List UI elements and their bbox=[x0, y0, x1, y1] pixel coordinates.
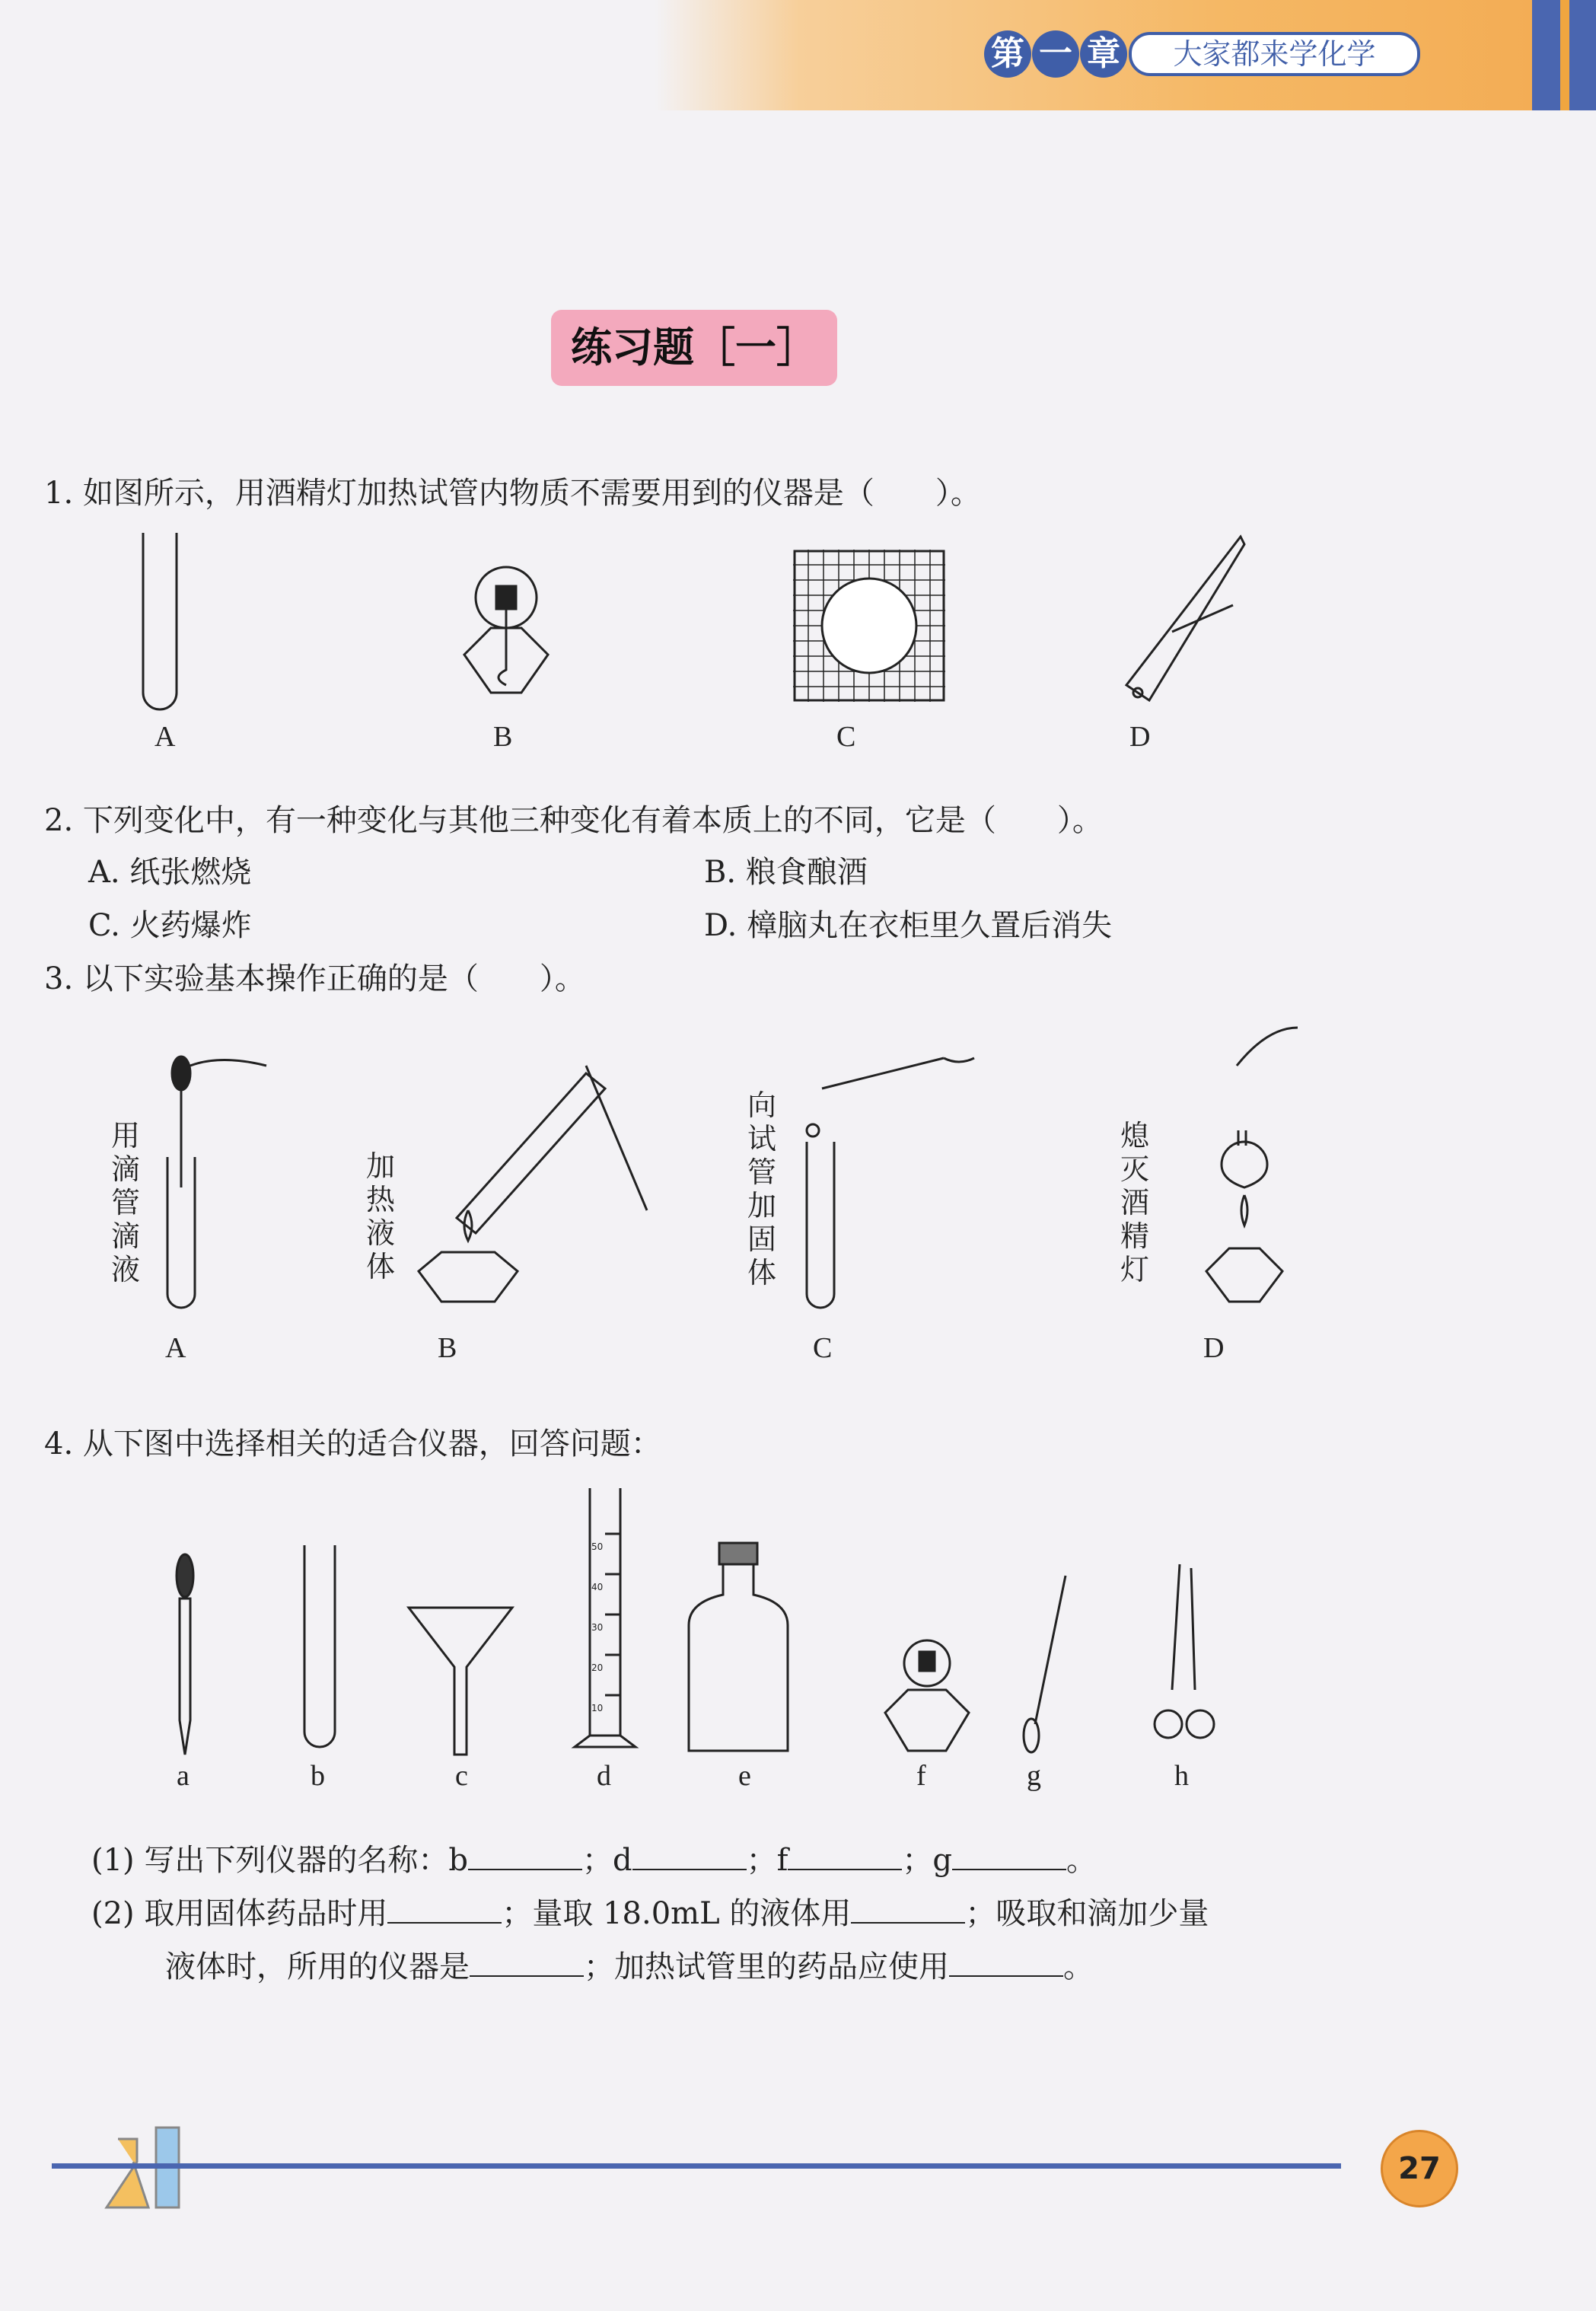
answer-blank[interactable] bbox=[788, 1841, 902, 1870]
caption-b: 加热液体 bbox=[365, 1149, 395, 1283]
option-b: B. 粮食酿酒 bbox=[704, 855, 868, 890]
extinguish-lamp-icon bbox=[1176, 1020, 1305, 1317]
funnel-icon bbox=[407, 1606, 514, 1758]
option-label: C bbox=[813, 1332, 833, 1364]
option-d: D. 樟脑丸在衣柜里久置后消失 bbox=[704, 908, 1113, 943]
chapter-title: 大家都来学化学 bbox=[1129, 32, 1420, 76]
option-label: D bbox=[1203, 1332, 1225, 1364]
answer-blank[interactable] bbox=[470, 1948, 584, 1977]
option-c: C. 火药爆炸 bbox=[88, 908, 252, 943]
adding-solid-icon bbox=[792, 1043, 974, 1317]
test-tube-icon bbox=[301, 1541, 339, 1755]
alcohol-lamp-icon bbox=[449, 556, 563, 708]
item-label: f bbox=[916, 1760, 926, 1792]
heating-liquid-icon bbox=[403, 1058, 655, 1317]
answer-blank[interactable] bbox=[468, 1841, 582, 1870]
item-label: d bbox=[597, 1760, 611, 1792]
question-4: 4. 从下图中选择相关的适合仪器，回答问题： bbox=[44, 1426, 661, 1462]
option-label: B bbox=[438, 1332, 457, 1364]
chapter-badge-char: 第 bbox=[984, 30, 1031, 78]
option-label: A bbox=[155, 721, 176, 753]
option-label: C bbox=[836, 721, 856, 753]
answer-blank[interactable] bbox=[851, 1895, 965, 1924]
cylinder-scale: 50 40 30 20 10 bbox=[591, 1541, 604, 1713]
option-label: A bbox=[165, 1332, 186, 1364]
option-label: D bbox=[1129, 721, 1151, 753]
medicine-spoon-icon bbox=[1012, 1572, 1073, 1755]
sub-question-1: (1) 写出下列仪器的名称：b ；d ；f ；g 。 bbox=[91, 1843, 1097, 1878]
item-label: g bbox=[1027, 1760, 1041, 1792]
flask-decoration-icon bbox=[103, 2124, 194, 2215]
question-2: 2. 下列变化中，有一种变化与其他三种变化有着本质上的不同，它是（ ）。 bbox=[44, 803, 1103, 838]
dropper-into-tube-icon bbox=[152, 1050, 274, 1317]
item-label: c bbox=[455, 1760, 468, 1792]
sub-question-2-line-1: (2) 取用固体药品时用 ；量取 18.0mL 的液体用 ；吸取和滴加少量 bbox=[91, 1896, 1209, 1931]
sub-question-2-line-2: 液体时，所用的仪器是 ；加热试管里的药品应使用 。 bbox=[165, 1949, 1094, 1984]
chapter-badge-char: 一 bbox=[1032, 30, 1079, 78]
answer-blank[interactable] bbox=[632, 1841, 747, 1870]
dropper-icon bbox=[174, 1553, 196, 1758]
option-a: A. 纸张燃烧 bbox=[88, 855, 252, 890]
caption-d: 熄灭酒精灯 bbox=[1120, 1119, 1149, 1286]
item-label: a bbox=[177, 1760, 190, 1792]
option-label: B bbox=[493, 721, 513, 753]
footer-line bbox=[52, 2163, 1341, 2169]
test-tube-holder-icon bbox=[1096, 533, 1248, 716]
item-label: h bbox=[1174, 1760, 1189, 1792]
item-label: e bbox=[738, 1760, 751, 1792]
header-orange-stripe bbox=[1560, 0, 1569, 110]
answer-blank[interactable] bbox=[387, 1895, 502, 1924]
page-number: 27 bbox=[1381, 2130, 1458, 2207]
caption-c: 向试管加固体 bbox=[747, 1089, 776, 1289]
question-1: 1. 如图所示，用酒精灯加热试管内物质不需要用到的仪器是（ ）。 bbox=[44, 476, 981, 511]
caption-a: 用滴管滴液 bbox=[110, 1119, 140, 1286]
chapter-badge-char: 章 bbox=[1080, 30, 1127, 78]
alcohol-lamp-icon bbox=[874, 1629, 980, 1758]
reagent-bottle-icon bbox=[685, 1541, 792, 1755]
answer-blank[interactable] bbox=[952, 1841, 1066, 1870]
question-3: 3. 以下实验基本操作正确的是（ ）。 bbox=[44, 961, 585, 996]
item-label: b bbox=[311, 1760, 325, 1792]
crucible-tongs-icon bbox=[1145, 1560, 1222, 1758]
answer-blank[interactable] bbox=[949, 1948, 1063, 1977]
test-tube-icon bbox=[137, 533, 183, 716]
asbestos-gauze-icon bbox=[793, 550, 945, 702]
page-title: 练习题［一］ bbox=[551, 310, 837, 386]
